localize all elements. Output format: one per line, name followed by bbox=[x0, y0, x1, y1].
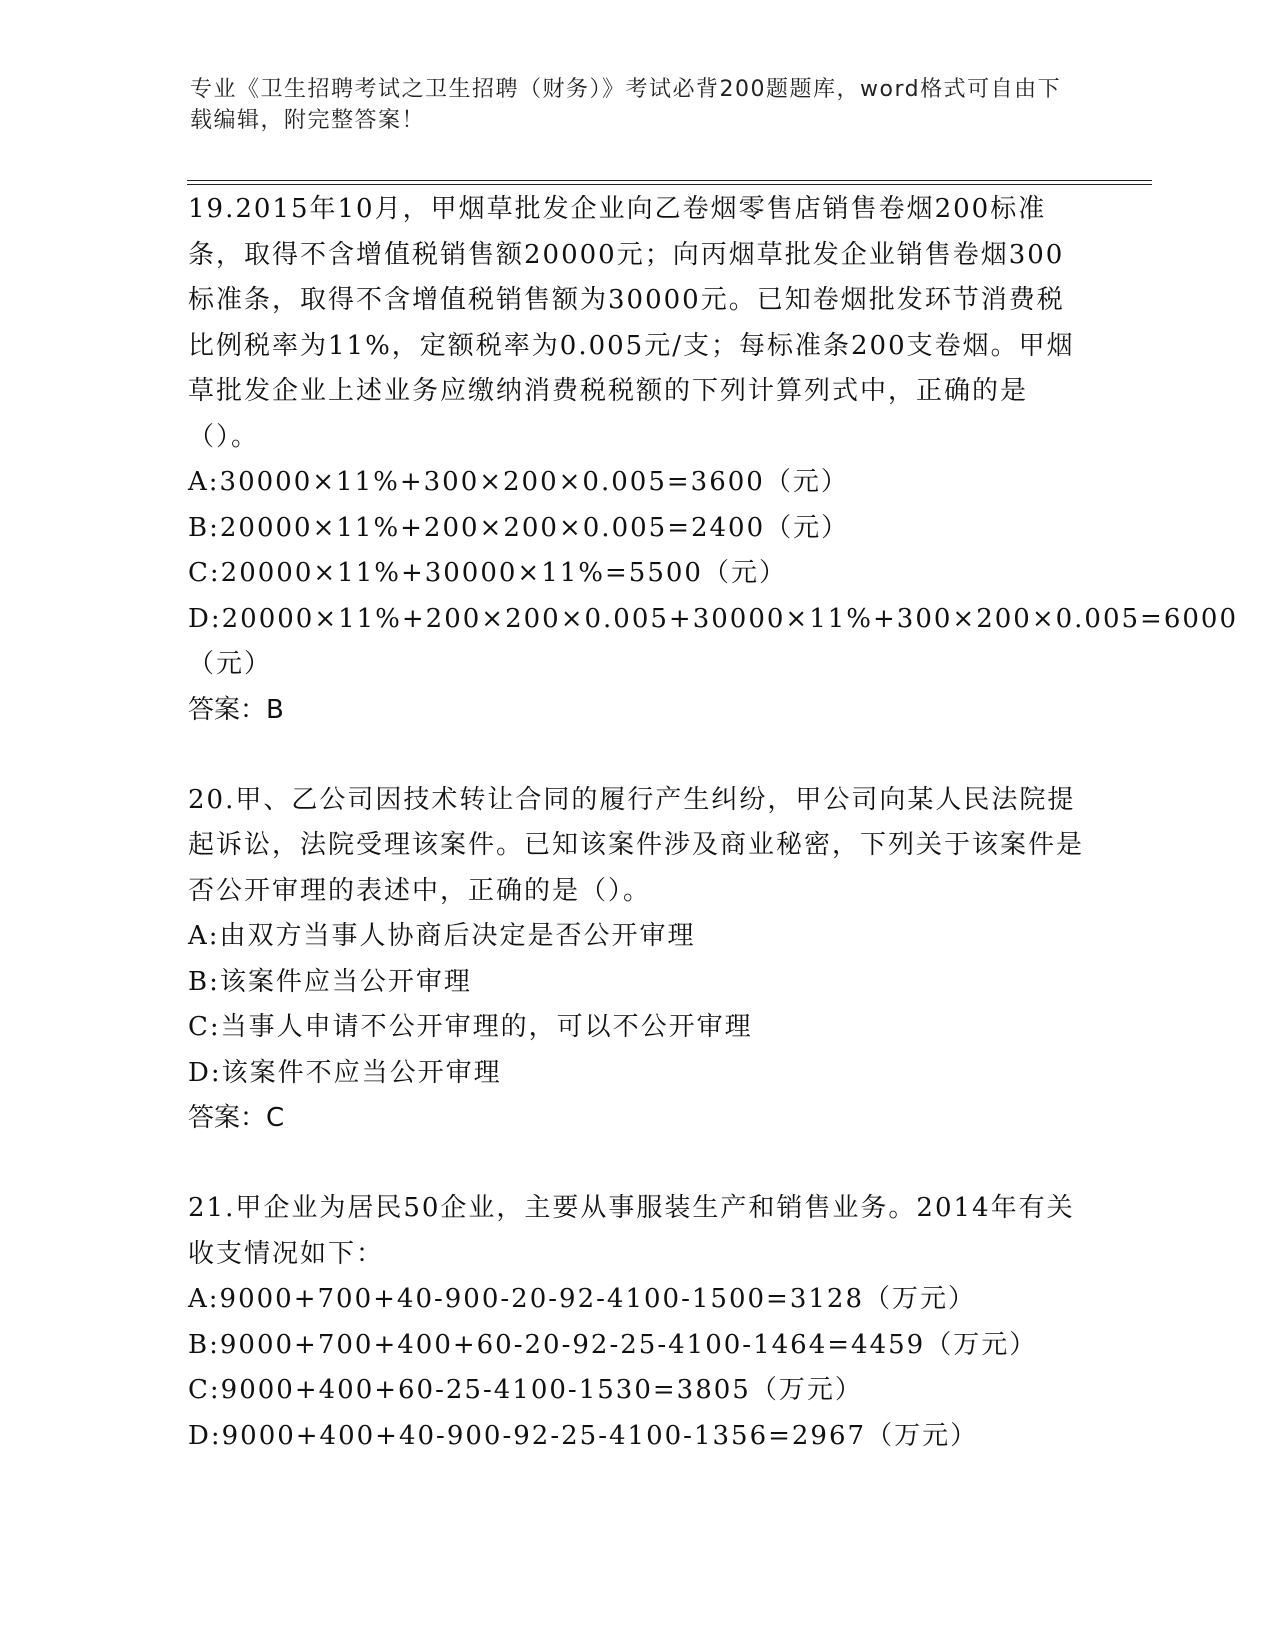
answer-label: 答案：C bbox=[188, 1103, 285, 1133]
option-c: C:20000×11%+30000×11%=5500（元） bbox=[188, 558, 787, 588]
question-stem: 19.2015年10月，甲烟草批发企业向乙卷烟零售店销售卷烟200标准条，取得不含增值税销售额20000元；向丙烟草批发企业销售卷烟300标准条，取得不含增值税销售额为30000元。已知卷烟批发环节消费税比例税率为11%，定额税率为0.005元/支；每标准条200支卷烟。甲烟草批发企业上述业务应缴纳消费税税额的下列计算列式中，正确的是（）。 bbox=[188, 194, 1075, 452]
answer-label: 答案：B bbox=[188, 694, 284, 725]
option-a: A:由双方当事人协商后决定是否公开审理 bbox=[188, 921, 696, 951]
option-b: B:该案件应当公开审理 bbox=[188, 966, 472, 997]
question-stem: 20.甲、乙公司因技术转让合同的履行产生纠纷，甲公司向某人民法院提起诉讼，法院受理该案件。已知该案件涉及商业秘密，下列关于该案件是否公开审理的表述中，正确的是（）。 bbox=[188, 784, 1085, 906]
header-divider-top bbox=[187, 180, 1152, 181]
option-d: D:20000×11%+200×200×0.005+30000×11%+300×200×0.005=6000（元） bbox=[188, 603, 1238, 679]
option-a: A:30000×11%+300×200×0.005=3600（元） bbox=[188, 467, 849, 497]
question-20 bbox=[188, 778, 1088, 1142]
question-list bbox=[188, 187, 1238, 1504]
question-21 bbox=[188, 1186, 1088, 1459]
option-b: B:9000+700+400+60-20-92-25-4100-1464=4459（万元） bbox=[188, 1329, 1038, 1360]
question-stem: 21.甲企业为居民50企业，主要从事服装生产和销售业务。2014年有关收支情况如下： bbox=[188, 1193, 1075, 1269]
option-d: D:该案件不应当公开审理 bbox=[188, 1057, 502, 1088]
option-d: D:9000+400+40-900-92-25-4100-1356=2967（万元） bbox=[188, 1420, 979, 1451]
document-header: 专业《卫生招聘考试之卫生招聘（财务）》考试必背200题题库，word格式可自由下载编辑，附完整答案！ bbox=[190, 77, 1062, 133]
question-19 bbox=[188, 187, 1238, 733]
option-c: C:当事人申请不公开审理的，可以不公开审理 bbox=[188, 1012, 753, 1042]
option-b: B:20000×11%+200×200×0.005=2400（元） bbox=[188, 512, 850, 543]
option-a: A:9000+700+40-900-20-92-4100-1500=3128（万元） bbox=[188, 1284, 976, 1314]
option-c: C:9000+400+60-25-4100-1530=3805（万元） bbox=[188, 1375, 863, 1405]
header-divider-bottom bbox=[187, 184, 1152, 185]
